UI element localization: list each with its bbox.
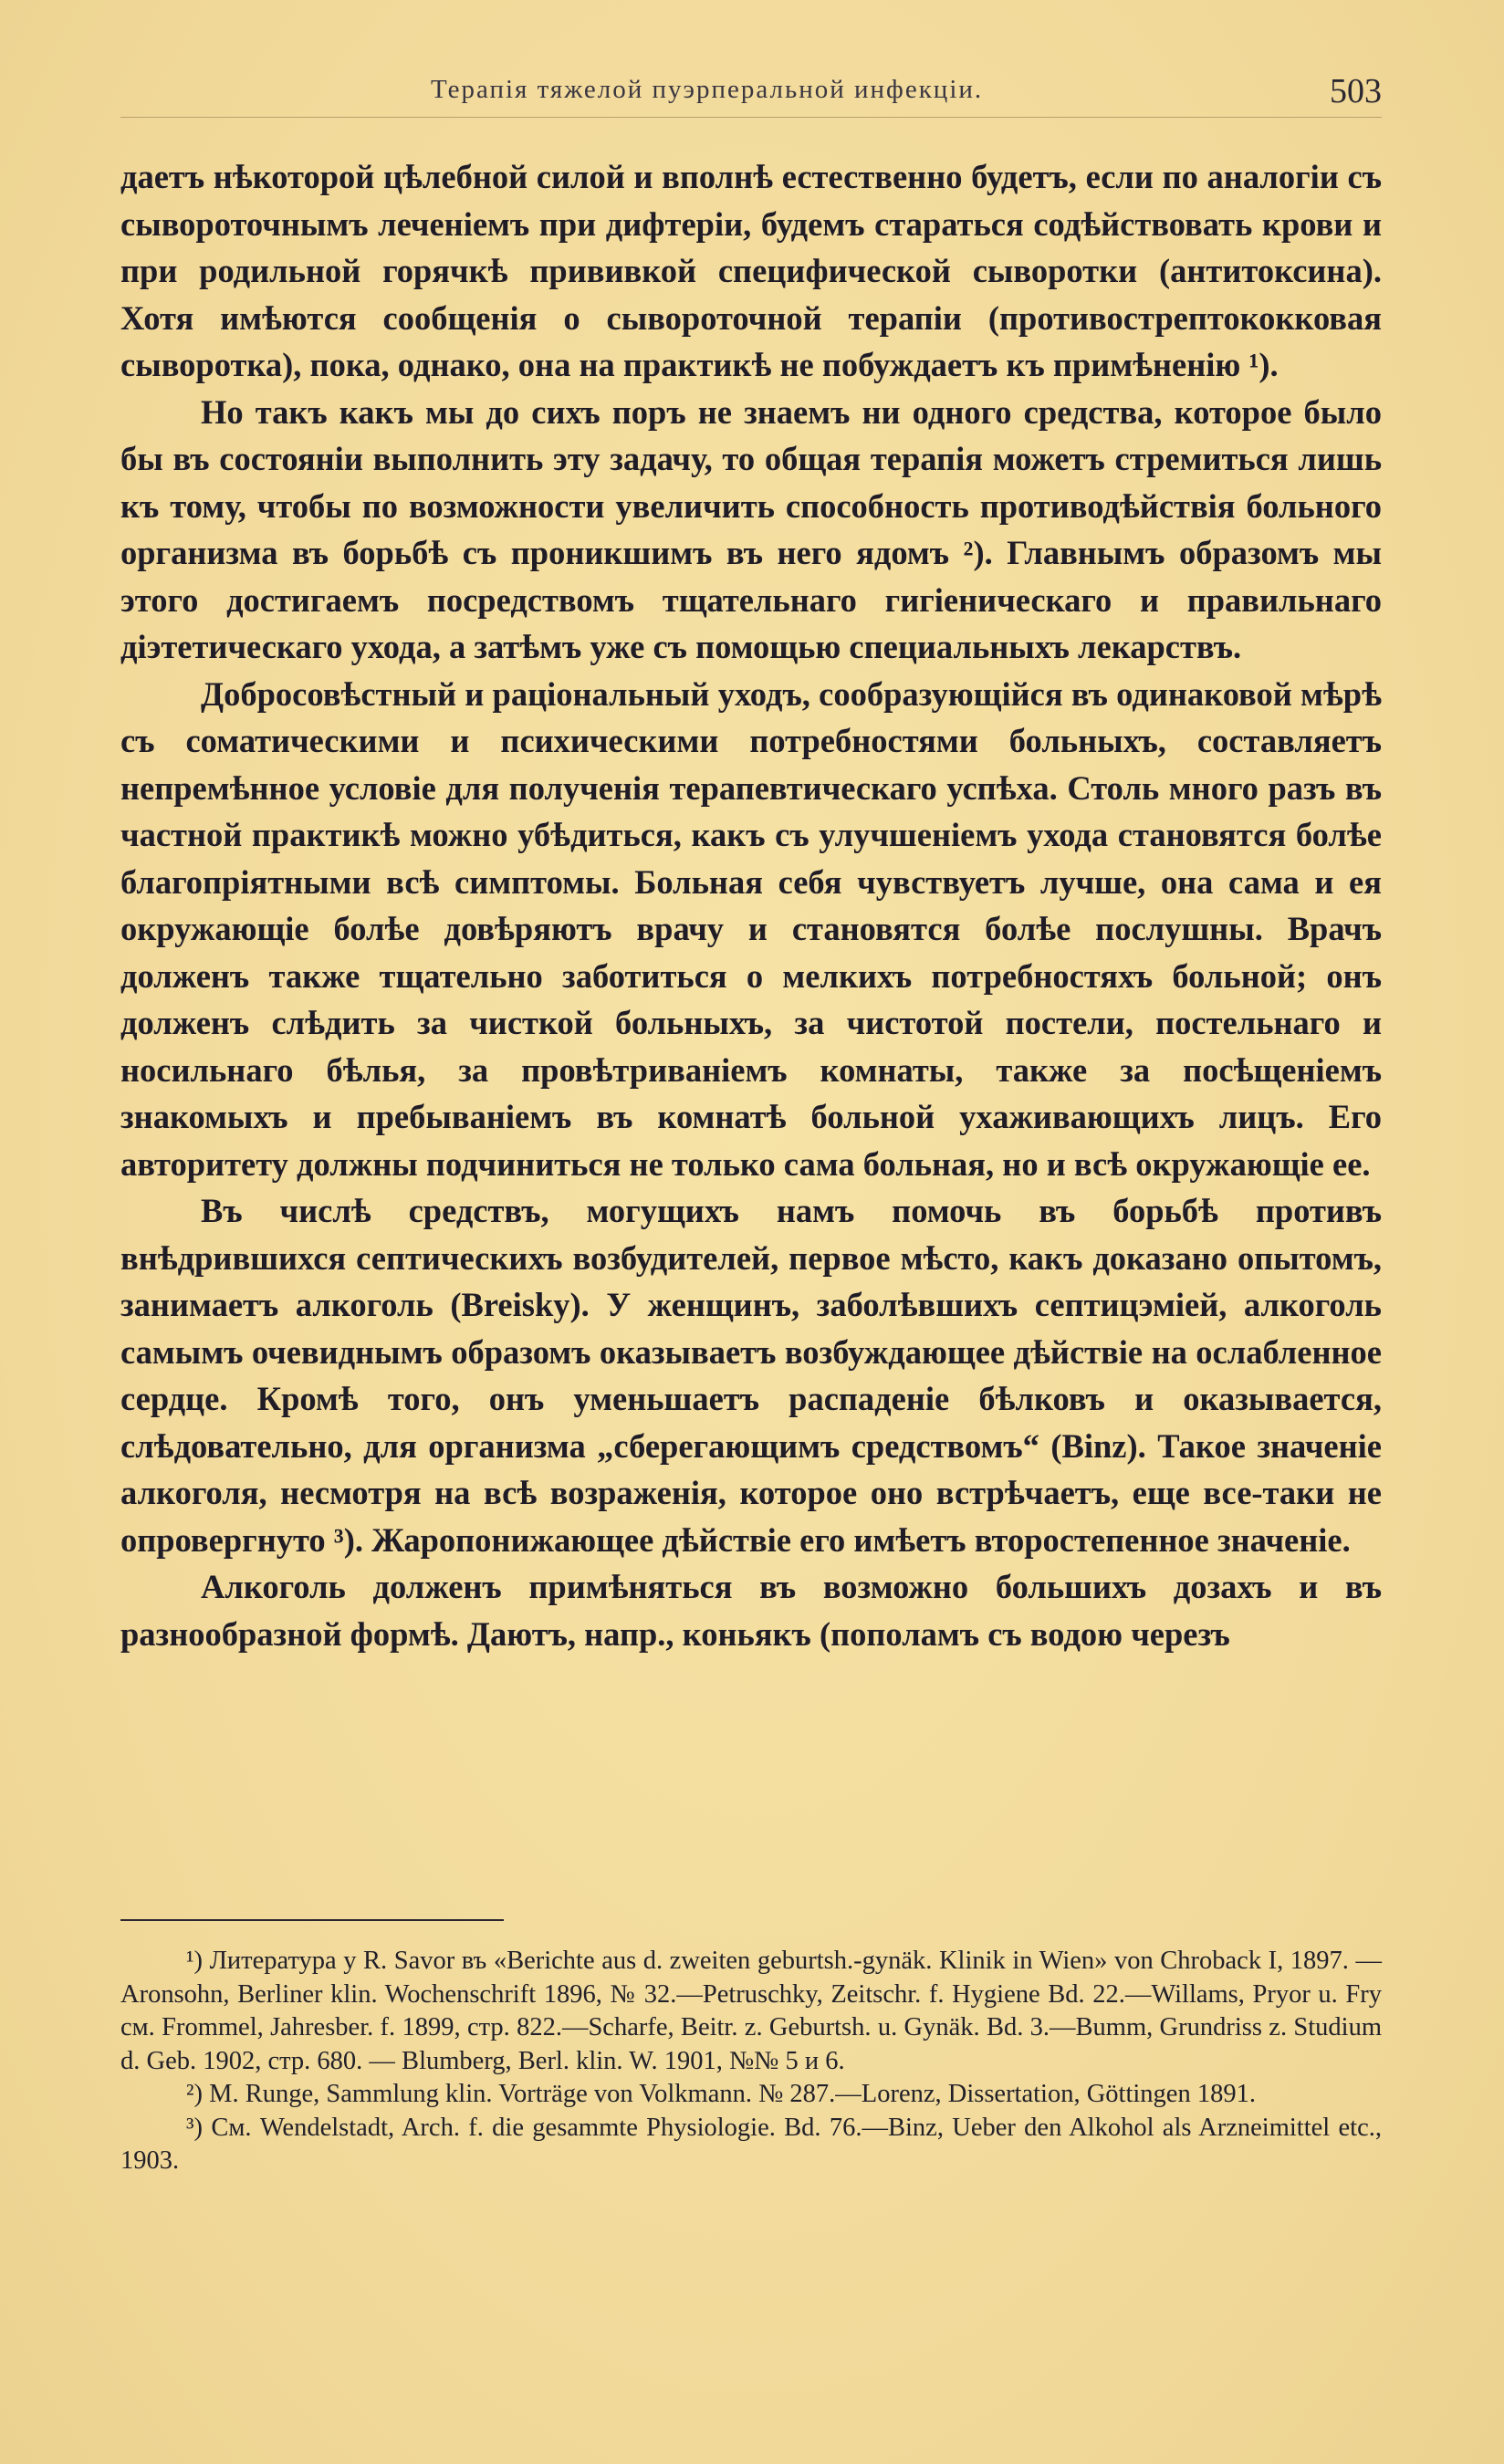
footnote-separator	[120, 1919, 504, 1921]
header-rule	[120, 117, 1382, 118]
running-head: Терапія тяжелой пуэрперальной инфекціи.	[431, 75, 984, 104]
paragraph: Въ числѣ средствъ, могущихъ намъ помочь въ борьбѣ противъ внѣдрившихся септическихъ возбудителей, первое мѣсто, какъ доказано опытомъ, занимаетъ алкоголь (Breisky). У женщинъ, заболѣвшихъ септицэміей, алкоголь самымъ очевиднымъ образомъ оказываетъ возбуждающее дѣйствіе на ослабленное сердце. Кромѣ того, онъ уменьшаетъ распаденіе бѣлковъ и оказывается, слѣдовательно, для организма „сберегающимъ средствомъ“ (Binz). Такое значеніе алкоголя, несмотря на всѣ возраженія, которое оно встрѣчаетъ, еще все-таки не опровергнуто ³). Жаропонижающее дѣйствіе его имѣетъ второстепенное значеніе.	[120, 1192, 1382, 1559]
paragraph: Но такъ какъ мы до сихъ поръ не знаемъ ни одного средства, которое было бы въ состояніи выполнить эту задачу, то общая терапія можетъ стремиться лишь къ тому, чтобы по возможности увеличить способность противодѣйствія больного организма въ борьбѣ съ проникшимъ въ него ядомъ ²). Главнымъ образомъ мы этого достигаемъ посредствомъ тщательнаго гигіеническаго и правильнаго діэтетическаго ухода, а затѣмъ уже съ помощью специальныхъ лекарствъ.	[120, 392, 1382, 665]
footnote: ²) M. Runge, Sammlung klin. Vorträge von Volkmann. № 287.—Lorenz, Dissertation, Göttingen 1891.	[186, 2080, 1256, 2108]
footnote: ³) См. Wendelstadt, Arch. f. die gesammte Physiologie. Bd. 76.—Binz, Ueber den Alkohol als Arzneimittel etc., 1903.	[120, 2113, 1382, 2175]
paragraph: даетъ нѣкоторой цѣлебной силой и вполнѣ естественно будетъ, если по аналогіи съ сывороточнымъ леченіемъ при дифтеріи, будемъ стараться содѣйствовать крови и при родильной горячкѣ прививкой специфической сыворотки (антитоксина). Хотя имѣются сообщенія о сывороточной терапіи (противострептококковая сыворотка), пока, однако, она на практикѣ не побуждаетъ къ примѣненію ¹).	[120, 158, 1382, 383]
page-number: 503	[1330, 72, 1382, 110]
body-text	[120, 153, 1382, 1657]
footnote: ¹) Литература у R. Savor въ «Berichte aus d. zweiten geburtsh.-gynäk. Klinik in Wien» von Chroback I, 1897. — Aronsohn, Berliner klin. Wochenschrift 1896, № 32.—Petruschky, Zeitschr. f. Hygiene Bd. 22.—Willams, Pryor u. Fry см. Frommel, Jahresber. f. 1899, стр. 822.—Scharfe, Beitr. z. Geburtsh. u. Gynäk. Bd. 3.—Bumm, Grundriss z. Studium d. Geb. 1902, стр. 680. — Blumberg, Berl. klin. W. 1901, №№ 5 и 6.	[120, 1947, 1382, 2075]
page-header	[120, 71, 1382, 117]
footnotes	[120, 1945, 1382, 2178]
paragraph: Добросовѣстный и раціональный уходъ, сообразующійся въ одинаковой мѣрѣ съ соматическими и психическими потребностями больныхъ, составляетъ непремѣнное условіе для полученія терапевтическаго успѣха. Столь много разъ въ частной практикѣ можно убѣдиться, какъ съ улучшеніемъ ухода становятся болѣе благопріятными всѣ симптомы. Больная себя чувствуетъ лучше, она сама и ея окружающіе болѣе довѣряютъ врачу и становятся болѣе послушны. Врачъ долженъ также тщательно заботиться о мелкихъ потребностяхъ больной; онъ долженъ слѣдить за чисткой больныхъ, за чистотой постели, постельнаго и носильнаго бѣлья, за провѣтриваніемъ комнаты, также за посѣщеніемъ знакомыхъ и пребываніемъ въ комнатѣ больной ухаживающихъ лицъ. Его авторитету должны подчиниться не только сама больная, но и всѣ окружающіе ее.	[120, 674, 1382, 1183]
paragraph: Алкоголь долженъ примѣняться въ возможно большихъ дозахъ и въ разнообразной формѣ. Даютъ, напр., коньякъ (пополамъ съ водою черезъ	[120, 1568, 1382, 1653]
